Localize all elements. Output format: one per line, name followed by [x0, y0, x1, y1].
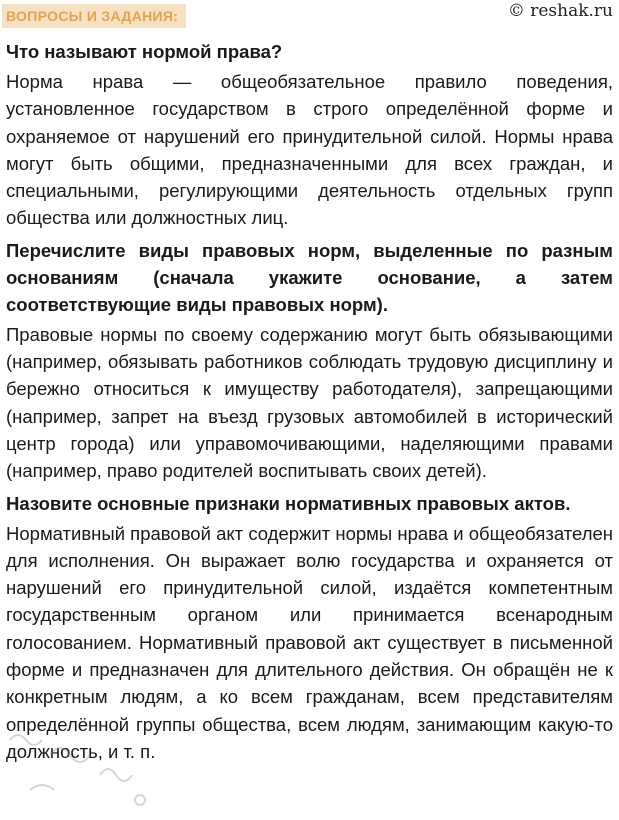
answer-1: Норма нрава — общеобязательное правило поведения, установленное государством в строго определённой форме и охраняемое от нарушений его принудительной силой. Нормы нрава могут быть общими, предназначенными для всех граждан, и специальными, регулирующими деятельность отдельных групп общества или должностных лиц.	[6, 71, 613, 229]
site-watermark: © reshak.ru	[507, 1, 613, 21]
question-2: Перечислите виды правовых норм, выделенные по разным основаниям (сначала укажите основание, а затем соответствующие виды правовых норм).	[6, 239, 613, 315]
answer-3: Нормативный правовой акт содержит нормы нрава и общеобязателен для исполнения. Он выражает волю государства и охраняется от нарушений его принудительной силой, издаётся компетентным государственным органом или принимается всенародным голосованием. Нормативный правовой акт существует в письменной форме и предназначен для длительного действия. Он обращён не к конкретным людям, а ко всем гражданам, всем представителям определённой группы общества, всем людям, занимающим какую-то должность, и т. п.	[6, 522, 613, 762]
section-header-badge: ВОПРОСЫ И ЗАДАНИЯ:	[2, 4, 186, 28]
qa-content	[6, 38, 613, 770]
question-3: Назовите основные признаки нормативных правовых актов.	[6, 492, 571, 514]
question-1: Что называют нормой права?	[6, 41, 283, 62]
answer-2: Правовые нормы по своему содержанию могут быть обязывающими (например, обязывать работников соблюдать трудовую дисциплину и бережно относиться к имуществу работодателя), запрещающими (например, запрет на въезд грузовых автомобилей в исторический центр города) или управомочивающими, наделяющими правами (например, право родителей воспитывать своих детей).	[6, 323, 613, 482]
